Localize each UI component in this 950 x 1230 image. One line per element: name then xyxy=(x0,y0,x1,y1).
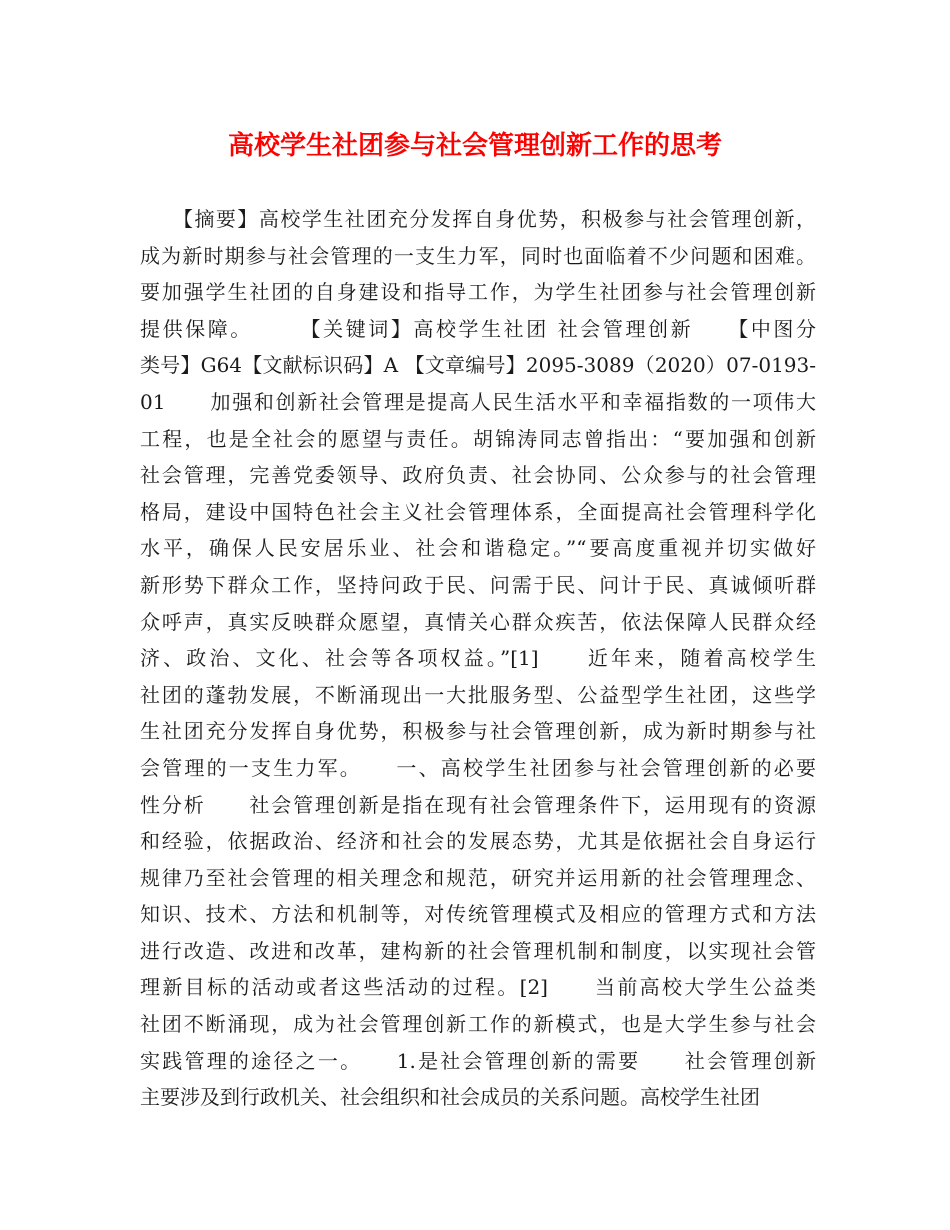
body-line: 新形势下群众工作，坚持问政于民、问需于民、问计于民、真诚倾听群 xyxy=(140,572,816,597)
body-line: 理新目标的活动或者这些活动的过程。[2] 当前高校大学生公益类 xyxy=(140,975,816,1000)
body-line: 水平，确保人民安居乐业、社会和谐稳定。”“要高度重视并切实做好 xyxy=(140,536,816,561)
body-line: 社会管理，完善党委领导、政府负责、社会协同、公众参与的社会管理 xyxy=(140,463,816,488)
body-line: 生社团充分发挥自身优势，积极参与社会管理创新，成为新时期参与社 xyxy=(140,719,816,744)
body-line: 社团不断涌现，成为社会管理创新工作的新模式，也是大学生参与社会 xyxy=(140,1012,816,1037)
body-line: 进行改造、改进和改革，建构新的社会管理机制和制度，以实现社会管 xyxy=(140,938,816,963)
body-line: 主要涉及到行政机关、社会组织和社会成员的关系问题。高校学生社团 xyxy=(140,1085,760,1110)
body-line: 要加强学生社团的自身建设和指导工作，为学生社团参与社会管理创新 xyxy=(140,280,816,305)
body-line: 知识、技术、方法和机制等，对传统管理模式及相应的管理方式和方法 xyxy=(140,902,816,927)
body-line: 类号】G64【文献标识码】A 【文章编号】2095-3089（2020）07-0193- xyxy=(140,353,816,378)
body-line: 提供保障。 【关键词】高校学生社团 社会管理创新 【中图分 xyxy=(140,316,816,341)
body-line: 【摘要】高校学生社团充分发挥自身优势，积极参与社会管理创新， xyxy=(140,207,816,231)
body-line: 和经验，依据政治、经济和社会的发展态势，尤其是依据社会自身运行 xyxy=(140,829,816,854)
body-line: 01 加强和创新社会管理是提高人民生活水平和幸福指数的一项伟大 xyxy=(140,389,816,414)
body-line: 工程，也是全社会的愿望与责任。胡锦涛同志曾指出：“要加强和创新 xyxy=(140,426,816,451)
body-line: 性分析 社会管理创新是指在现有社会管理条件下，运用现有的资源 xyxy=(140,792,816,817)
body-line: 格局，建设中国特色社会主义社会管理体系，全面提高社会管理科学化 xyxy=(140,499,816,524)
body-line: 会管理的一支生力军。 一、高校学生社团参与社会管理创新的必要 xyxy=(140,755,816,780)
body-line: 众呼声，真实反映群众愿望，真情关心群众疾苦，依法保障人民群众经 xyxy=(140,609,816,634)
body-line: 社团的蓬勃发展，不断涌现出一大批服务型、公益型学生社团，这些学 xyxy=(140,682,816,707)
body-line: 规律乃至社会管理的相关理念和规范，研究并运用新的社会管理理念、 xyxy=(140,865,816,890)
body-line: 成为新时期参与社会管理的一支生力军，同时也面临着不少问题和困难。 xyxy=(140,243,816,268)
document-body xyxy=(140,201,816,1116)
body-line: 实践管理的途径之一。 1.是社会管理创新的需要 社会管理创新 xyxy=(140,1048,816,1073)
document-title: 高校学生社团参与社会管理创新工作的思考 xyxy=(227,131,722,161)
body-line: 济、政治、文化、社会等各项权益。”[1] 近年来，随着高校学生 xyxy=(140,646,816,671)
